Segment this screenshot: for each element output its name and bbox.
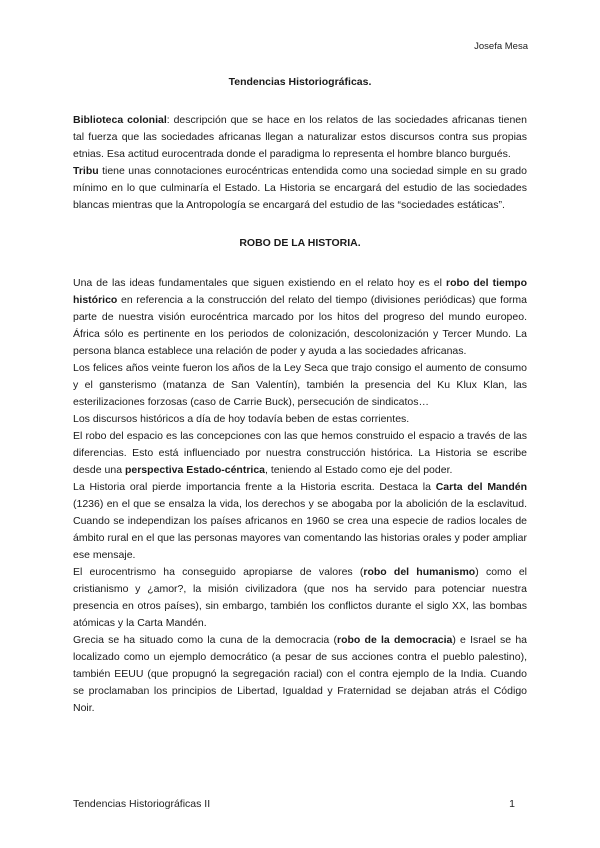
paragraph-anos-veinte: Los felices años veinte fueron los años de la Ley Seca que trajo consigo el aumento de consumo y el gansterismo (matanza de San Valentín), también la presencia del Ku Klux Klan, las esterilizaciones forzosas (caso de Carrie Buck), persecución de sindicatos… <box>73 362 527 408</box>
page-footer <box>73 796 527 813</box>
term-tribu: Tribu <box>73 165 99 177</box>
page-content <box>73 74 527 717</box>
footer-title: Tendencias Historiográficas II <box>73 798 211 810</box>
document-title: Tendencias Historiográficas. <box>228 76 372 88</box>
paragraph-discursos: Los discursos históricos a día de hoy todavía beben de estas corrientes. <box>73 413 410 425</box>
paragraph-robo-espacio: El robo del espacio es las concepciones con las que hemos construido el espacio a través de las diferencias. Esto está influenciado por nuestra construcción histórica. La Historia se escribe desde una perspectiva Estado-céntrica, teniendo al Estado como eje del poder. <box>73 430 527 476</box>
term-carta-manden: Carta del Mandén <box>435 481 527 493</box>
term-robo-tiempo: robo del tiempo histórico <box>73 277 527 306</box>
paragraph-humanismo: El eurocentrismo ha conseguido apropiarse de valores (robo del humanismo) como el cristianismo y ¿amor?, la misión civilizadora (que nos ha servido para potenciar nuestra presencia en otros países), sin embargo, también los conflictos durante el siglo XX, las bombas atómicas y la Carta Mandén. <box>73 566 528 629</box>
paragraph-biblioteca-colonial: Biblioteca colonial: descripción que se hace en los relatos de las sociedades africanas tienen tal fuerza que las sociedades africanas llegan a naturalizar estos discursos contra sus propias etnias. Esa actitud eurocentrada donde el paradigma lo representa el hombre blanco burgués. <box>73 114 527 160</box>
term-perspectiva: perspectiva Estado-céntrica <box>124 464 266 476</box>
paragraph-tribu: Tribu tiene unas connotaciones eurocéntricas entendida como una sociedad simple en su grado mínimo en lo que culminaría el Estado. La Historia se encargará del estudio de las sociedades blancas mientras que la Antropología se encargará del estudio de las “sociedades estáticas”. <box>73 165 527 211</box>
header-author: Josefa Mesa <box>474 41 528 52</box>
term-robo-humanismo: robo del humanismo <box>363 566 476 578</box>
paragraph-robo-tiempo: Una de las ideas fundamentales que siguen existiendo en el relato hoy es el robo del tiempo histórico en referencia a la construcción del relato del tiempo (divisiones periódicas) que forma parte de nuestra visión eurocéntrica marcado por los hitos del progreso del mundo europeo. África sólo es pertinente en los periodos de colonización, descolonización y Tercer Mundo. La persona blanca establece una relación de poder y ayuda a las sociedades africanas. <box>73 277 527 357</box>
paragraph-historia-oral: La Historia oral pierde importancia frente a la Historia escrita. Destaca la Carta del Mandén (1236) en el que se ensalza la vida, los derechos y se abogaba por la abolición de la esclavitud. Cuando se independizan los países africanos en 1960 se crea una especie de radios locales de ámbito rural en el que las personas mayores van comentando las historias orales y poder ampliar ese mensaje. <box>73 481 527 561</box>
page-number: 1 <box>509 798 515 810</box>
term-biblioteca-colonial: Biblioteca colonial <box>73 114 167 126</box>
paragraph-democracia: Grecia se ha situado como la cuna de la democracia (robo de la democracia) e Israel se ha localizado como un ejemplo democrático (a pesar de sus acciones contra el pueblo palestino), también EEUU (que propugnó la segregación racial) con el contra ejemplo de la India. Cuando se proclamaban los principios de Libertad, Igualdad y Fraternidad se dejaban atrás el Código Noir. <box>73 634 527 714</box>
term-robo-democracia: robo de la democracia <box>336 634 453 646</box>
section-heading: ROBO DE LA HISTORIA. <box>239 237 361 249</box>
